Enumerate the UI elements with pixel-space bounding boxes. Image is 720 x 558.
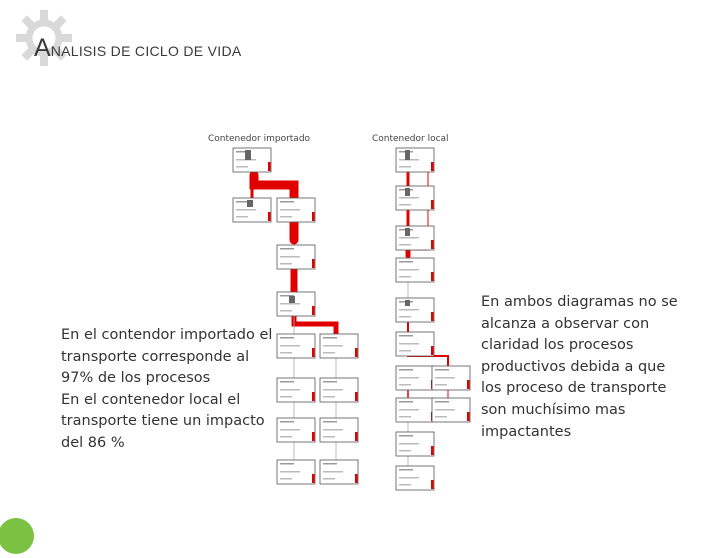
page-title-rest: NALISIS DE CICLO DE VIDA — [50, 43, 242, 59]
green-circle-decoration — [0, 514, 38, 558]
local-node — [396, 226, 434, 250]
imported-node-marker — [245, 150, 251, 160]
left-commentary: En el contendor importado el transporte corresponde al 97% de los procesos En el contenedor local el transporte tiene un impacto del 86 % — [61, 327, 273, 451]
imported-node — [320, 334, 358, 358]
local-node — [396, 398, 434, 422]
imported-node — [277, 460, 315, 484]
imported-node-marker — [247, 200, 253, 207]
imported-node — [277, 378, 315, 402]
imported-node — [320, 460, 358, 484]
right-commentary: En ambos diagramas no se alcanza a observar con claridad los procesos productivos debida a que los proceso de transporte son muchísimo mas impactantes — [481, 294, 678, 440]
local-node — [396, 466, 434, 490]
local-node — [396, 258, 434, 282]
imported-node — [320, 418, 358, 442]
local-node — [396, 186, 434, 210]
local-node-marker — [405, 228, 410, 236]
imported-node — [277, 418, 315, 442]
imported-node — [277, 245, 315, 269]
local-container-label: Contenedor local — [372, 134, 449, 144]
local-node — [396, 366, 434, 390]
local-node — [396, 332, 434, 356]
imported-node — [277, 334, 315, 358]
imported-node — [233, 148, 271, 172]
imported-node — [277, 198, 315, 222]
local-node-marker — [405, 300, 410, 306]
local-node — [432, 366, 470, 390]
local-node — [432, 398, 470, 422]
imported-node-marker — [289, 296, 295, 303]
page-title-initial: A — [34, 34, 51, 62]
local-node — [396, 148, 434, 172]
local-node-marker — [405, 188, 410, 196]
imported-container-label: Contenedor importado — [208, 134, 311, 144]
imported-node — [320, 378, 358, 402]
local-node — [396, 298, 434, 322]
imported-node — [277, 292, 315, 316]
local-node — [396, 432, 434, 456]
local-diagram — [396, 148, 470, 490]
local-node-marker — [405, 150, 410, 160]
